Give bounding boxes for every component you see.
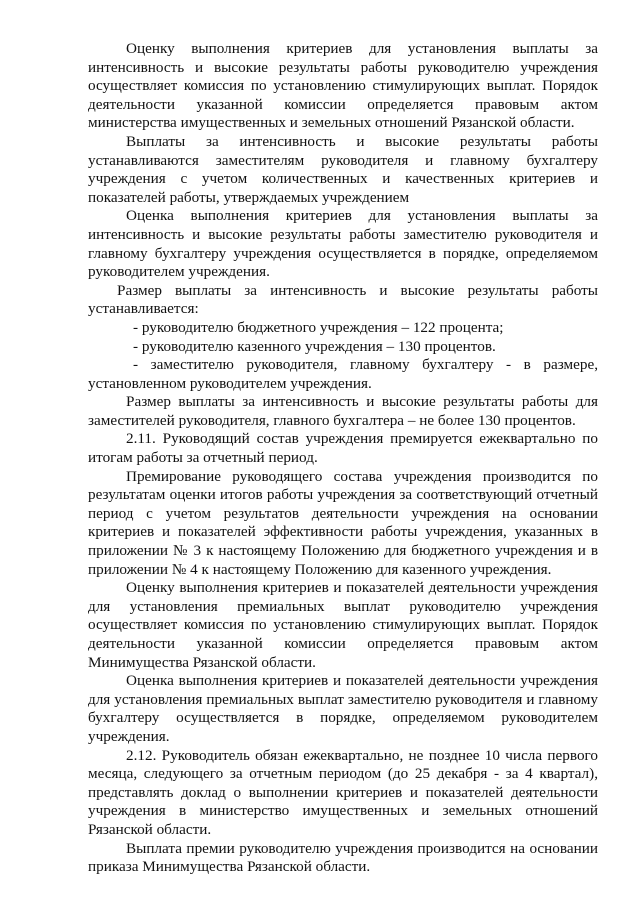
- paragraph-deputy-payments: Выплаты за интенсивность и высокие результаты работы устанавливаются заместителям руководителя и главному бухгалтеру учреждения с учетом количественных и качественных критериев и показателей работы, утверждаемых учреждением: [88, 132, 598, 206]
- paragraph-bonus-order: Выплата премии руководителю учреждения производится на основании приказа Минимущества Рязанской области.: [88, 839, 598, 876]
- paragraph-deputy-limit: Размер выплаты за интенсивность и высокие результаты работы для заместителей руководителя, главного бухгалтера – не более 130 процентов.: [88, 393, 598, 429]
- paragraph-bonus-commission: Оценку выполнения критериев и показателей деятельности учреждения для установления премиальных выплат руководителю учреждения осуществляет комиссия по установлению стимулирующих выплат. Порядок деятельности указанной комиссии определяется правовым актом Минимущества Рязанской области.: [88, 579, 598, 671]
- paragraph-payment-size: Размер выплаты за интенсивность и высокие результаты работы устанавливается:: [88, 281, 598, 318]
- list-item-deputy: - заместителю руководителя, главному бухгалтеру - в размере, установленном руководителем учреждения.: [88, 356, 598, 392]
- paragraph-commission-head: Оценку выполнения критериев для установления выплаты за интенсивность и высокие результаты работы руководителю учреждения осуществляет комиссия по установлению стимулирующих выплат. Порядок деятельности указанной комиссии определяется правовым актом министерства имущественных и земельных отношений Рязанской области.: [88, 40, 598, 132]
- document-body: [88, 40, 598, 877]
- list-item-budget: - руководителю бюджетного учреждения – 122 процента;: [133, 318, 504, 336]
- paragraph-bonus-deputy: Оценка выполнения критериев и показателей деятельности учреждения для установления премиальных выплат заместителю руководителя и главному бухгалтеру осуществляется в порядке, определяемом руководителем учреждения.: [88, 672, 598, 745]
- list-item-state: - руководителю казенного учреждения – 130 процентов.: [133, 337, 496, 355]
- paragraph-2-11: 2.11. Руководящий состав учреждения премируется ежеквартально по итогам работы за отчетный период.: [88, 430, 598, 467]
- paragraph-bonus-basis: Премирование руководящего состава учреждения производится по результатам оценки итогов работы учреждения за соответствующий отчетный период с учетом результатов деятельности учреждения на основании критериев и показателей эффективности работы учреждения, указанных в приложении № 3 к настоящему Положению для бюджетного учреждения и в приложении № 4 к настоящему Положению для казенного учреждения.: [88, 467, 598, 578]
- paragraph-2-12: 2.12. Руководитель обязан ежеквартально, не позднее 10 числа первого месяца, следующего за отчетным периодом (до 25 декабря - за 4 квартал), представлять доклад о выполнении критериев и показателей деятельности учреждения в министерство имущественных и земельных отношений Рязанской области.: [88, 746, 598, 838]
- paragraph-deputy-assessment: Оценка выполнения критериев для установления выплаты за интенсивность и высокие результаты работы заместителю руководителя и главному бухгалтеру учреждения осуществляется в порядке, определяемом руководителем учреждения.: [88, 207, 598, 281]
